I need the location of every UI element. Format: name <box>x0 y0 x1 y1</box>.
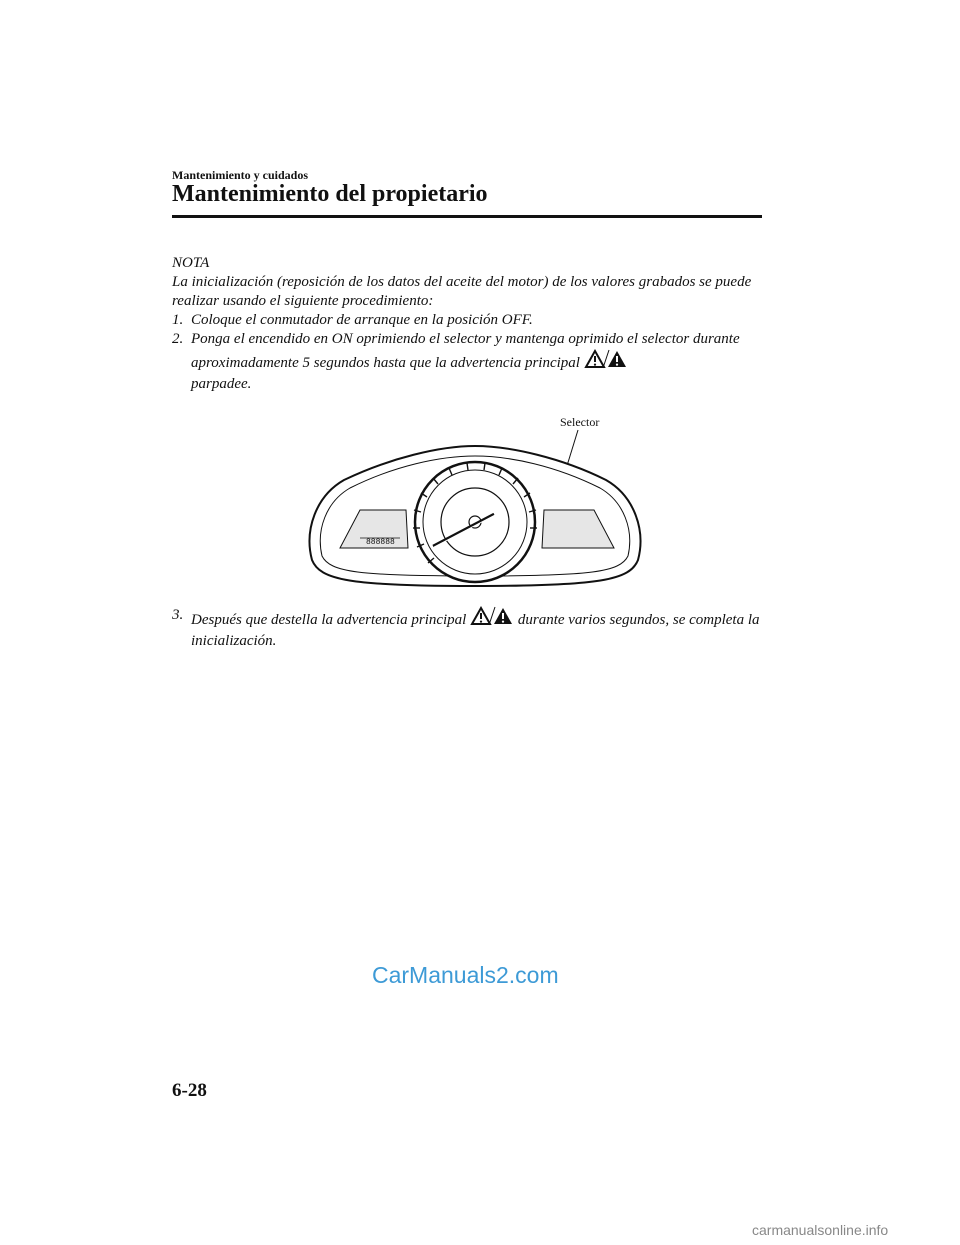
section-label: Mantenimiento y cuidados <box>172 168 309 182</box>
note-step-2 <box>172 330 762 394</box>
footer-site-watermark: carmanualsonline.info <box>752 1222 889 1238</box>
note-step-1 <box>172 311 762 330</box>
page-number: 6-28 <box>172 1080 207 1101</box>
step-number: 2. <box>172 331 184 347</box>
step-text: Coloque el conmutador de arranque en la posición OFF. <box>191 312 533 328</box>
master-warning-icon <box>470 606 514 632</box>
step-number: 3. <box>172 607 184 623</box>
step-text: Ponga el encendido en ON oprimiendo el selector y mantenga oprimido el selector durante aproximadamente 5 segundos hasta que la advertencia principal <box>191 331 740 371</box>
step-text-continued: durante varios segundos, se completa la inicialización. <box>191 612 760 649</box>
step-text-continued: parpadee. <box>191 376 252 392</box>
step-text: Después que destella la advertencia principal <box>191 612 467 628</box>
note-block <box>172 254 762 394</box>
page-title: Mantenimiento del propietario <box>172 181 488 207</box>
instrument-cluster-illustration <box>300 410 650 590</box>
title-rule <box>172 215 762 218</box>
master-warning-icon <box>584 349 628 375</box>
note-step-3 <box>172 606 762 651</box>
step-number: 1. <box>172 312 184 328</box>
selector-callout-label: Selector <box>560 415 600 429</box>
watermark-logo: CarManuals2.com <box>372 962 559 988</box>
note-intro: La inicialización (reposición de los datos del aceite del motor) de los valores grabados se puede realizar usando el siguiente procedimiento: <box>172 274 752 309</box>
note-heading: NOTA <box>172 255 210 271</box>
odometer-readout: 888888 <box>366 538 395 547</box>
